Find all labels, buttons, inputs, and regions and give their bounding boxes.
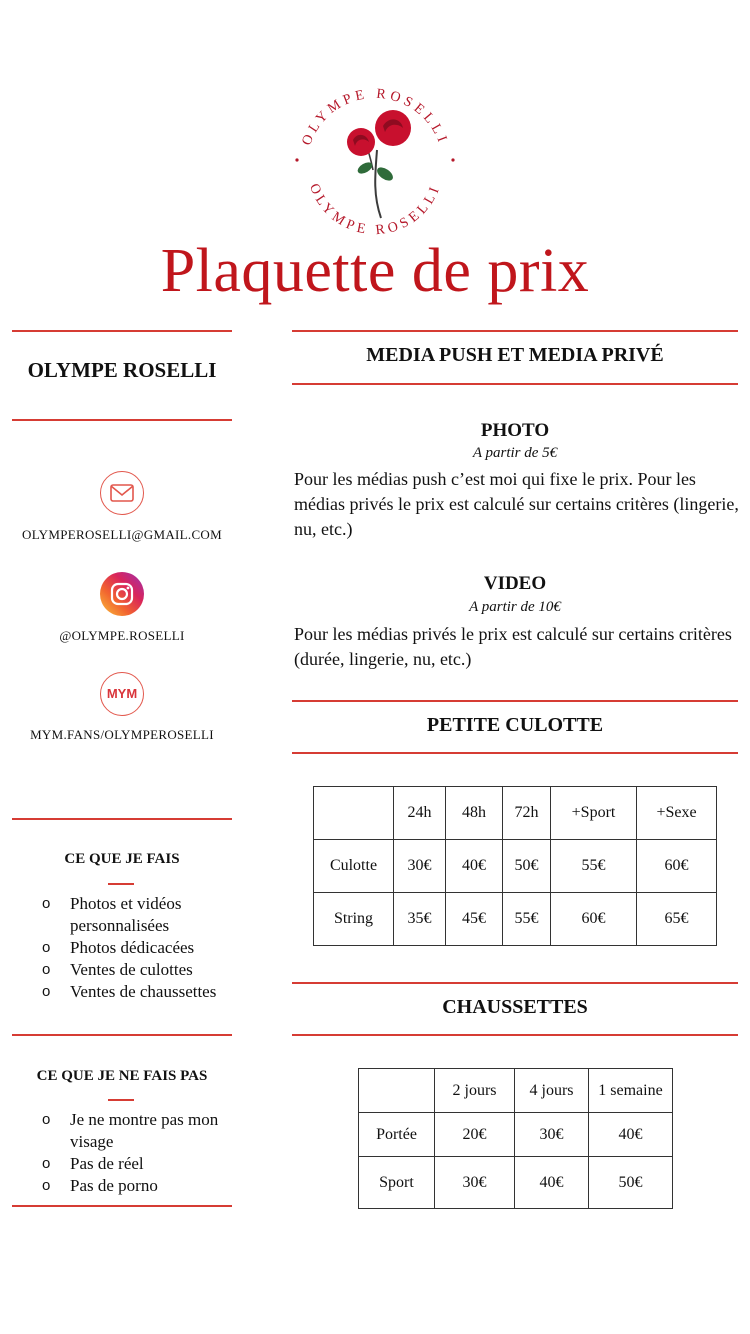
table-row	[314, 840, 717, 893]
row-label: Culotte	[314, 840, 394, 893]
logo-ring-bottom: OLYMPE ROSELLI	[305, 181, 444, 239]
table-header-row	[359, 1069, 673, 1113]
left-divider-top	[12, 330, 232, 332]
culotte-table	[313, 786, 717, 946]
video-title: VIDEO	[483, 573, 547, 594]
table-header	[314, 787, 394, 840]
table-row	[314, 893, 717, 946]
media-heading: MEDIA PUSH ET MEDIA PRIVÉ	[366, 344, 664, 366]
table-row	[359, 1157, 673, 1209]
table-cell: 30€	[435, 1157, 515, 1209]
accent-line	[108, 1099, 134, 1101]
table-header: 2 jours	[435, 1069, 515, 1113]
right-divider	[292, 700, 738, 702]
contact-instagram[interactable]: @OLYMPE.ROSELLI	[59, 628, 185, 643]
mym-icon[interactable]: MYM	[100, 672, 144, 716]
table-cell: 40€	[515, 1157, 589, 1209]
list-item: o Pas de porno	[12, 1175, 232, 1197]
list-item: o Ventes de chaussettes	[12, 981, 232, 1003]
table-header-row	[314, 787, 717, 840]
right-divider	[292, 982, 738, 984]
left-divider	[12, 818, 232, 820]
table-cell: 65€	[637, 893, 717, 946]
instagram-icon[interactable]	[100, 572, 144, 616]
table-cell: 35€	[394, 893, 446, 946]
video-text: Pour les médias privés le prix est calculé sur certains critères (durée, lingerie, nu, etc.)	[294, 624, 732, 669]
table-row	[359, 1113, 673, 1157]
brand-logo	[285, 80, 465, 250]
right-divider	[292, 330, 738, 332]
row-label: String	[314, 893, 394, 946]
list-item: o Pas de réel	[12, 1153, 232, 1175]
table-header: +Sport	[551, 787, 637, 840]
table-header: 1 semaine	[589, 1069, 673, 1113]
table-cell: 40€	[589, 1113, 673, 1157]
table-cell: 45€	[446, 893, 503, 946]
table-header: 72h	[503, 787, 551, 840]
table-cell: 40€	[446, 840, 503, 893]
left-divider	[12, 419, 232, 421]
contact-email[interactable]: OLYMPEROSELLI@GMAIL.COM	[22, 527, 222, 542]
mail-icon[interactable]	[100, 471, 144, 515]
table-header	[359, 1069, 435, 1113]
table-header: 48h	[446, 787, 503, 840]
photo-title: PHOTO	[480, 420, 550, 441]
table-cell: 50€	[589, 1157, 673, 1209]
does-heading: CE QUE JE FAIS	[64, 851, 180, 867]
does-list	[12, 893, 232, 1003]
rose-icon	[347, 110, 411, 156]
table-cell: 20€	[435, 1113, 515, 1157]
table-cell: 30€	[394, 840, 446, 893]
left-divider-bottom	[12, 1205, 232, 1207]
list-item: o Photos et vidéos personnalisées	[12, 893, 232, 937]
left-divider	[12, 1034, 232, 1036]
page-title: Plaquette de prix	[160, 237, 590, 305]
chaussettes-table	[358, 1068, 673, 1209]
table-cell: 30€	[515, 1113, 589, 1157]
chaussettes-heading: CHAUSSETTES	[442, 996, 588, 1018]
row-label: Sport	[359, 1157, 435, 1209]
table-cell: 60€	[551, 893, 637, 946]
right-divider	[292, 1034, 738, 1036]
photo-price: A partir de 5€	[472, 445, 558, 461]
table-header: +Sexe	[637, 787, 717, 840]
video-price: A partir de 10€	[469, 599, 561, 615]
table-cell: 50€	[503, 840, 551, 893]
table-cell: 55€	[551, 840, 637, 893]
table-cell: 60€	[637, 840, 717, 893]
accent-line	[108, 883, 134, 885]
table-header: 24h	[394, 787, 446, 840]
profile-name: OLYMPE ROSELLI	[27, 358, 217, 382]
right-divider	[292, 752, 738, 754]
does-not-heading: CE QUE JE NE FAIS PAS	[36, 1068, 208, 1084]
table-header: 4 jours	[515, 1069, 589, 1113]
does-not-list	[12, 1109, 232, 1197]
contact-mym[interactable]: MYM.FANS/OLYMPEROSELLI	[30, 727, 214, 742]
culotte-heading: PETITE CULOTTE	[426, 714, 604, 736]
list-item: o Ventes de culottes	[12, 959, 232, 981]
row-label: Portée	[359, 1113, 435, 1157]
right-divider	[292, 383, 738, 385]
table-cell: 55€	[503, 893, 551, 946]
photo-text: Pour les médias push c’est moi qui fixe le prix. Pour les médias privés le prix est calculé sur certains critères (lingerie, nu, etc.)	[294, 469, 739, 539]
svg-text:OLYMPE ROSELLI	[299, 87, 450, 148]
list-item: o Photos dédicacées	[12, 937, 232, 959]
list-item: o Je ne montre pas mon visage	[12, 1109, 232, 1153]
logo-ring-top: OLYMPE ROSELLI	[299, 86, 451, 148]
